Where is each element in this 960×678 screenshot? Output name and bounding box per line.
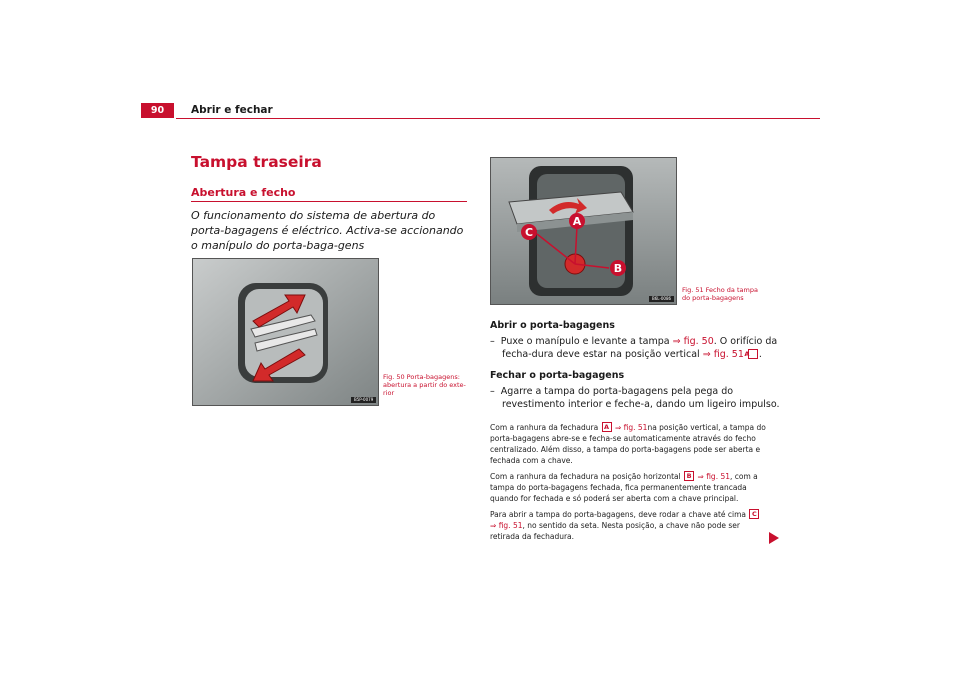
arrow-icon: ⇒ xyxy=(672,336,681,347)
running-title: Abrir e fechar xyxy=(191,104,273,116)
fig-51-link[interactable]: fig. 51 xyxy=(713,349,744,360)
figure-50-code: B5P-0079 xyxy=(354,397,374,402)
arrow-icon: ⇒ xyxy=(614,423,622,432)
figure-51-image xyxy=(490,157,677,305)
dash: – xyxy=(490,336,495,347)
label-a-box: A xyxy=(748,349,758,359)
header-rule xyxy=(176,118,820,119)
next-page-arrow-icon[interactable] xyxy=(769,532,779,544)
arrow-icon: ⇒ xyxy=(490,521,497,530)
fig-50-link[interactable]: fig. 50 xyxy=(683,336,714,347)
note-paragraph-1: Com a ranhura da fechadura A ⇒ fig. 51na posição vertical, a tampa do porta-bagagens abre-se e fecha-se automaticamente através do fecho centralizado. Além disso, a tampa do porta-bagagens pode ser aberta e fechada com a chave. xyxy=(490,423,766,465)
fig-51-link[interactable]: fig. 51 xyxy=(623,423,648,432)
figure-50-caption: Fig. 50 Porta-bagagens: abertura a partir do exte-rior xyxy=(383,373,466,397)
close-heading: Fechar o porta-bagagens xyxy=(490,370,625,381)
trunk-lock-illustration xyxy=(491,158,676,304)
note-paragraph-3: Para abrir a tampa do porta-bagagens, deve rodar a chave até cima C ⇒ fig. 51, no sentido da seta. Nesta posição, a chave não pode ser retirada da fechadura. xyxy=(490,509,770,542)
label-a-box: A xyxy=(602,422,612,432)
open-text-2: . O orifício da fecha-dura deve estar na posição vertical xyxy=(502,336,778,360)
arrow-icon: ⇒ xyxy=(697,472,704,481)
page-number: 90 xyxy=(141,103,174,118)
close-text: Agarre a tampa do porta-bagagens pela pega do revestimento interior e feche-a, dando um ligeiro impulso. xyxy=(500,386,780,410)
close-instruction xyxy=(490,385,787,411)
figure-50-image xyxy=(192,258,379,406)
figure-51-code: B6L-0086 xyxy=(652,296,672,301)
intro-paragraph: O funcionamento do sistema de abertura do porta-bagagens é eléctrico. Activa-se accionando o manípulo do porta-baga-gens xyxy=(191,209,464,252)
open-text-1: Puxe o manípulo e levante a tampa xyxy=(500,336,670,347)
fig-51-link[interactable]: fig. 51 xyxy=(498,521,523,530)
subsection-rule xyxy=(191,201,467,202)
section-title: Tampa traseira xyxy=(191,153,322,171)
figure-51-caption: Fig. 51 Fecho da tampa do porta-bagagens xyxy=(682,286,758,302)
dash: – xyxy=(490,386,495,397)
subsection-title: Abertura e fecho xyxy=(191,186,296,199)
trunk-handle-illustration xyxy=(193,259,378,405)
label-a: A xyxy=(572,215,582,228)
label-b-box: B xyxy=(684,471,694,481)
open-instruction: – Puxe o manípulo e levante a tampa ⇒ fig. 50. O orifício da fecha-dura deve estar na posição vertical ⇒ fig. 51 A . xyxy=(490,336,778,360)
label-c: C xyxy=(524,226,534,239)
arrow-icon: ⇒ xyxy=(702,349,711,360)
label-c-box: C xyxy=(749,509,759,519)
label-b: B xyxy=(613,262,623,275)
open-heading: Abrir o porta-bagagens xyxy=(490,320,615,331)
fig-51-link[interactable]: fig. 51 xyxy=(706,472,730,481)
note-paragraph-2: Com a ranhura da fechadura na posição horizontal B ⇒ fig. 51, com a tampa do porta-bagagens fechada, fica permanentemente trancada quando for fechada e só poderá ser aberta com a chave principal. xyxy=(490,472,758,503)
